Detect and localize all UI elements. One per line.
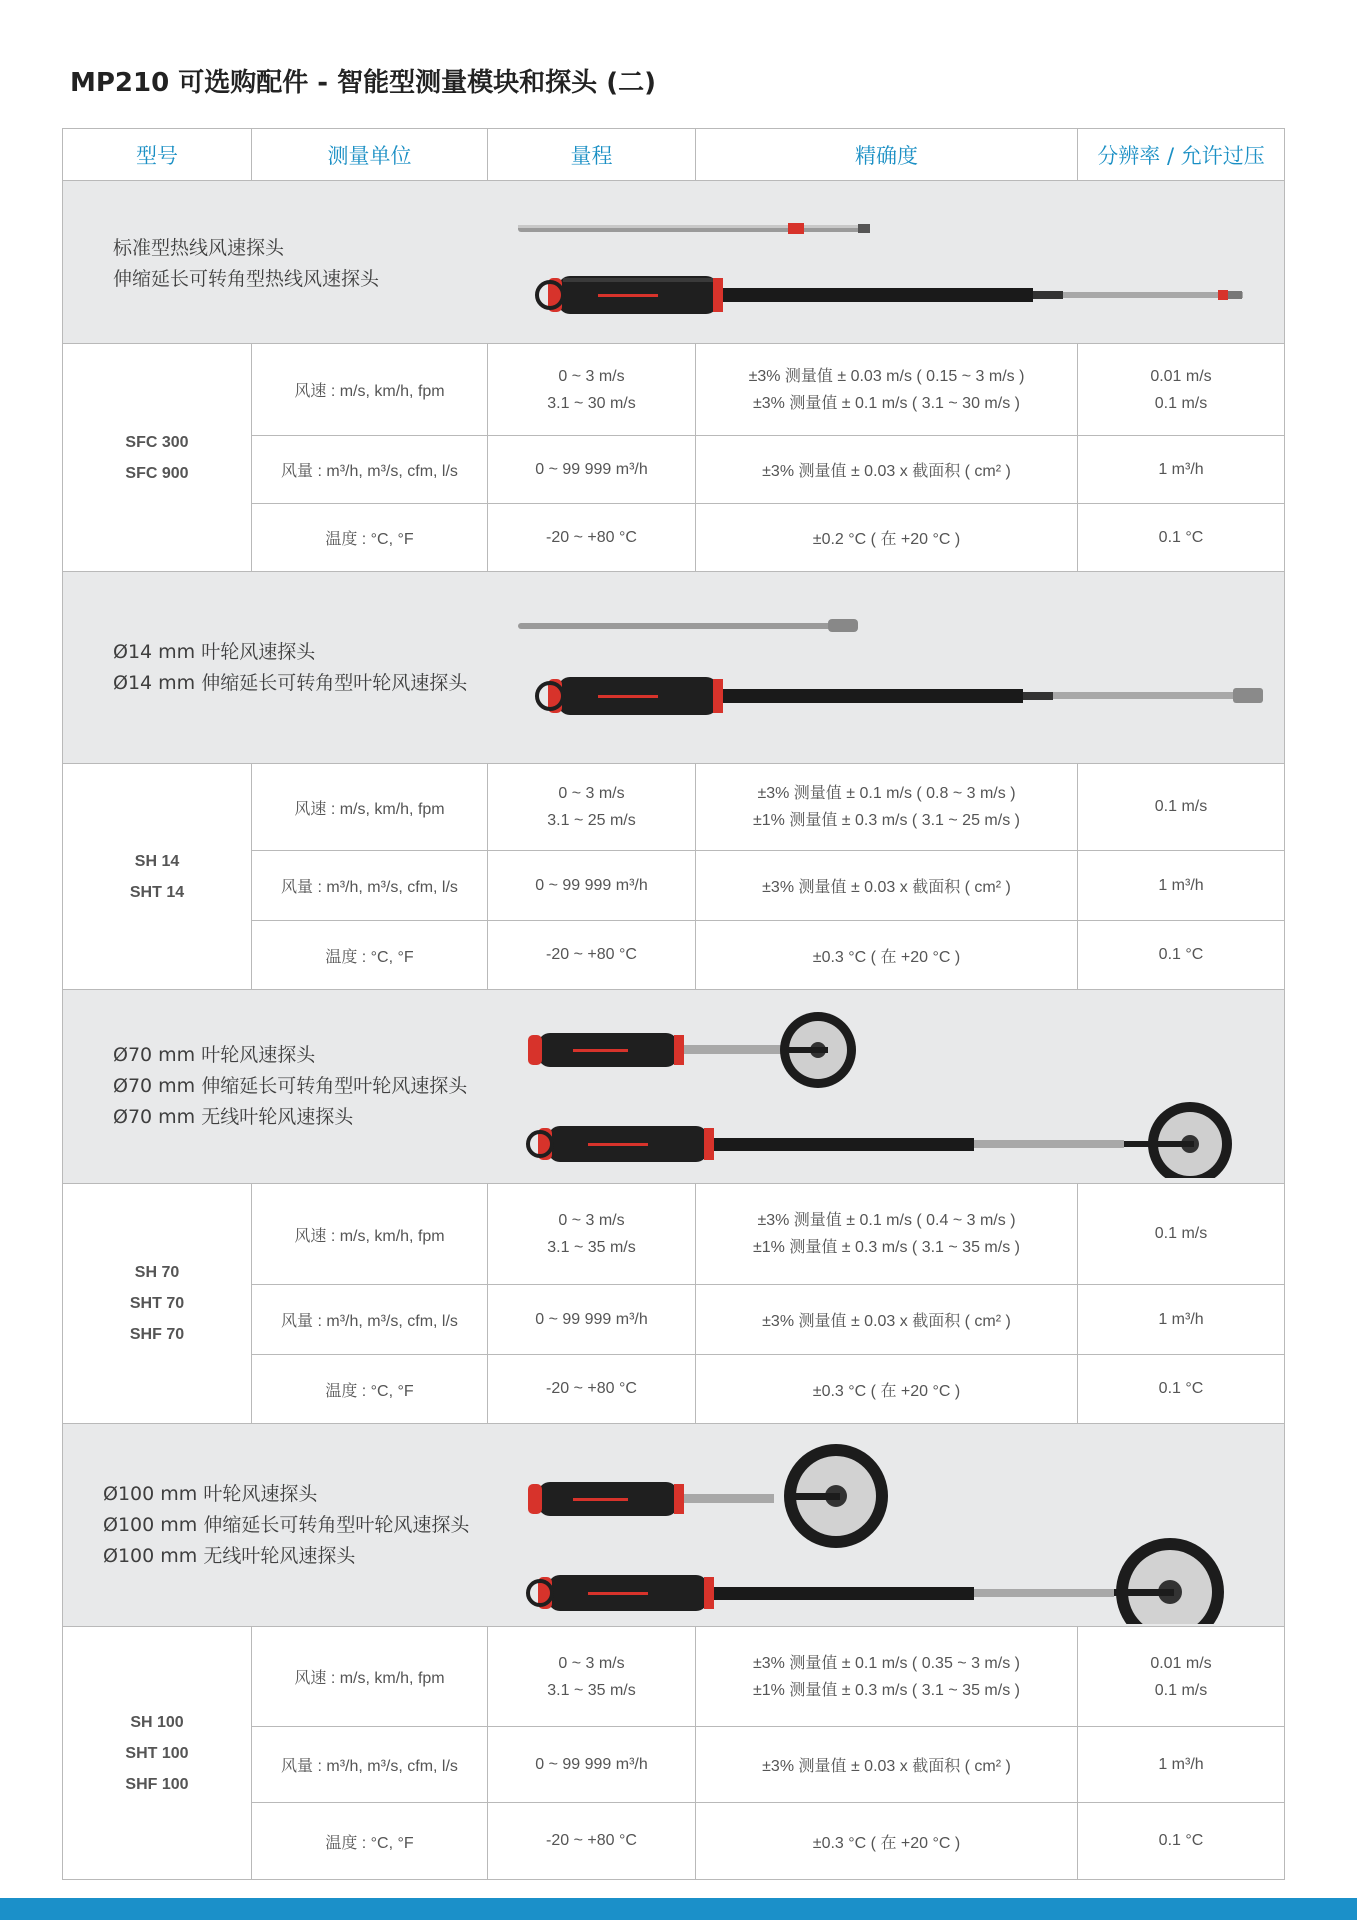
accuracy-cell: ±0.2 °C ( 在 +20 °C ) — [696, 504, 1078, 572]
accuracy-cell — [696, 764, 1078, 851]
accuracy-line: ±3% 测量值 ± 0.1 m/s ( 0.4 ~ 3 m/s ) — [757, 1212, 1016, 1229]
resolution-cell: 0.1 °C — [1078, 921, 1285, 990]
accuracy-line: ±1% 测量值 ± 0.3 m/s ( 3.1 ~ 35 m/s ) — [753, 1239, 1020, 1256]
table-row — [63, 1184, 1285, 1285]
group-band — [63, 1424, 1285, 1627]
model-name: SFC 900 — [125, 464, 189, 482]
unit-cell: 风量 : m³/h, m³/s, cfm, l/s — [252, 436, 488, 504]
model-cell — [63, 344, 252, 572]
probe-name: Ø70 mm 叶轮风速探头 — [113, 1044, 316, 1066]
accuracy-cell: ±3% 测量值 ± 0.03 x 截面积 ( cm² ) — [696, 436, 1078, 504]
range-cell — [488, 1627, 696, 1727]
model-name: SHT 14 — [129, 883, 185, 901]
probe-name: Ø100 mm 叶轮风速探头 — [103, 1483, 318, 1505]
probe-name: Ø70 mm 伸缩延长可转角型叶轮风速探头 — [113, 1075, 468, 1097]
unit-cell: 风量 : m³/h, m³/s, cfm, l/s — [252, 1727, 488, 1803]
model-name: SHT 100 — [125, 1744, 189, 1762]
model-cell — [63, 764, 252, 990]
group-band — [63, 572, 1285, 764]
unit-cell: 温度 : °C, °F — [252, 921, 488, 990]
model-name: SH 100 — [130, 1713, 184, 1731]
accuracy-cell — [696, 344, 1078, 436]
range-cell: -20 ~ +80 °C — [488, 921, 696, 990]
col-unit: 测量单位 — [252, 129, 488, 181]
range-line: 0 ~ 3 m/s — [558, 1654, 625, 1672]
group-band-cell — [63, 572, 1285, 764]
vane100-probe-image — [518, 1432, 1298, 1624]
accuracy-cell: ±0.3 °C ( 在 +20 °C ) — [696, 1803, 1078, 1880]
accuracy-line: ±3% 测量值 ± 0.03 m/s ( 0.15 ~ 3 m/s ) — [748, 367, 1025, 385]
accuracy-cell: ±3% 测量值 ± 0.03 x 截面积 ( cm² ) — [696, 851, 1078, 921]
resolution-cell — [1078, 1627, 1285, 1727]
resolution-cell: 1 m³/h — [1078, 1285, 1285, 1355]
range-line: 3.1 ~ 25 m/s — [547, 812, 636, 829]
resolution-cell: 0.1 m/s — [1078, 1184, 1285, 1285]
spec-table — [62, 128, 1285, 1880]
accuracy-line: ±1% 测量值 ± 0.3 m/s ( 3.1 ~ 25 m/s ) — [753, 812, 1020, 829]
col-model: 型号 — [63, 129, 252, 181]
unit-cell: 风速 : m/s, km/h, fpm — [252, 344, 488, 436]
range-cell: 0 ~ 99 999 m³/h — [488, 851, 696, 921]
model-name: SHT 70 — [129, 1295, 185, 1312]
group-band-cell — [63, 990, 1285, 1184]
group-names — [103, 1479, 469, 1572]
model-name: SFC 300 — [125, 433, 189, 451]
resolution-cell: 0.1 m/s — [1078, 764, 1285, 851]
resolution-cell: 0.1 °C — [1078, 504, 1285, 572]
resolution-line: 0.1 m/s — [1154, 394, 1208, 412]
model-name: SHF 100 — [125, 1775, 189, 1793]
group-band — [63, 990, 1285, 1184]
group-band — [63, 181, 1285, 344]
vane14-probe-image — [518, 617, 1318, 727]
accuracy-line: ±1% 测量值 ± 0.3 m/s ( 3.1 ~ 35 m/s ) — [753, 1681, 1020, 1699]
range-cell: -20 ~ +80 °C — [488, 1803, 696, 1880]
probe-name: Ø70 mm 无线叶轮风速探头 — [113, 1106, 354, 1128]
accuracy-cell: ±0.3 °C ( 在 +20 °C ) — [696, 1355, 1078, 1424]
accuracy-cell — [696, 1184, 1078, 1285]
probe-name: Ø100 mm 无线叶轮风速探头 — [103, 1545, 356, 1567]
resolution-cell: 0.1 °C — [1078, 1803, 1285, 1880]
range-line: 3.1 ~ 30 m/s — [547, 394, 636, 412]
accuracy-cell — [696, 1627, 1078, 1727]
accuracy-cell: ±3% 测量值 ± 0.03 x 截面积 ( cm² ) — [696, 1727, 1078, 1803]
unit-cell: 温度 : °C, °F — [252, 1803, 488, 1880]
range-cell — [488, 764, 696, 851]
resolution-cell: 1 m³/h — [1078, 851, 1285, 921]
model-cell — [63, 1184, 252, 1424]
range-line: 3.1 ~ 35 m/s — [547, 1681, 636, 1699]
group-names — [113, 233, 379, 295]
model-name: SH 70 — [134, 1264, 180, 1281]
unit-cell: 风速 : m/s, km/h, fpm — [252, 1627, 488, 1727]
probe-name: 标准型热线风速探头 — [113, 237, 285, 259]
resolution-cell: 0.1 °C — [1078, 1355, 1285, 1424]
col-range: 量程 — [488, 129, 696, 181]
footer-bar — [0, 1898, 1357, 1920]
range-line: 0 ~ 3 m/s — [558, 367, 625, 385]
range-line: 0 ~ 3 m/s — [558, 785, 625, 802]
hotwire-probe-image — [518, 216, 1268, 321]
vane70-probe-image — [518, 1008, 1298, 1178]
accuracy-line: ±3% 测量值 ± 0.1 m/s ( 3.1 ~ 30 m/s ) — [753, 394, 1020, 412]
range-cell: -20 ~ +80 °C — [488, 504, 696, 572]
col-resolution: 分辨率 / 允许过压 — [1078, 129, 1285, 181]
unit-cell: 温度 : °C, °F — [252, 1355, 488, 1424]
range-cell — [488, 1184, 696, 1285]
resolution-line: 0.01 m/s — [1150, 367, 1212, 385]
probe-name: Ø14 mm 叶轮风速探头 — [113, 641, 316, 663]
resolution-line: 0.01 m/s — [1150, 1654, 1212, 1672]
group-names — [113, 637, 467, 699]
accuracy-line: ±3% 测量值 ± 0.1 m/s ( 0.8 ~ 3 m/s ) — [757, 785, 1016, 802]
model-name: SH 14 — [134, 852, 180, 870]
resolution-cell — [1078, 344, 1285, 436]
model-cell — [63, 1627, 252, 1880]
unit-cell: 风量 : m³/h, m³/s, cfm, l/s — [252, 1285, 488, 1355]
range-cell: 0 ~ 99 999 m³/h — [488, 1285, 696, 1355]
range-cell: 0 ~ 99 999 m³/h — [488, 436, 696, 504]
accuracy-line: ±3% 测量值 ± 0.1 m/s ( 0.35 ~ 3 m/s ) — [753, 1654, 1020, 1672]
group-names — [113, 1040, 467, 1133]
probe-name: 伸缩延长可转角型热线风速探头 — [113, 268, 380, 290]
unit-cell: 风速 : m/s, km/h, fpm — [252, 1184, 488, 1285]
table-header — [63, 129, 1285, 181]
col-accuracy: 精确度 — [696, 129, 1078, 181]
range-cell: 0 ~ 99 999 m³/h — [488, 1727, 696, 1803]
probe-name: Ø100 mm 伸缩延长可转角型叶轮风速探头 — [103, 1514, 470, 1536]
accuracy-cell: ±3% 测量值 ± 0.03 x 截面积 ( cm² ) — [696, 1285, 1078, 1355]
resolution-cell: 1 m³/h — [1078, 436, 1285, 504]
unit-cell: 温度 : °C, °F — [252, 504, 488, 572]
page-title: MP210 可选购配件 - 智能型测量模块和探头 (二) — [70, 68, 656, 98]
resolution-line: 0.1 m/s — [1154, 1681, 1208, 1699]
model-name: SHF 70 — [129, 1326, 185, 1343]
table-row — [63, 1627, 1285, 1727]
resolution-cell: 1 m³/h — [1078, 1727, 1285, 1803]
probe-name: Ø14 mm 伸缩延长可转角型叶轮风速探头 — [113, 672, 468, 694]
range-cell — [488, 344, 696, 436]
table-row — [63, 344, 1285, 436]
group-band-cell — [63, 181, 1285, 344]
group-band-cell — [63, 1424, 1285, 1627]
unit-cell: 风速 : m/s, km/h, fpm — [252, 764, 488, 851]
range-line: 0 ~ 3 m/s — [558, 1212, 625, 1229]
unit-cell: 风量 : m³/h, m³/s, cfm, l/s — [252, 851, 488, 921]
table-row — [63, 764, 1285, 851]
range-line: 3.1 ~ 35 m/s — [547, 1239, 636, 1256]
accuracy-cell: ±0.3 °C ( 在 +20 °C ) — [696, 921, 1078, 990]
range-cell: -20 ~ +80 °C — [488, 1355, 696, 1424]
